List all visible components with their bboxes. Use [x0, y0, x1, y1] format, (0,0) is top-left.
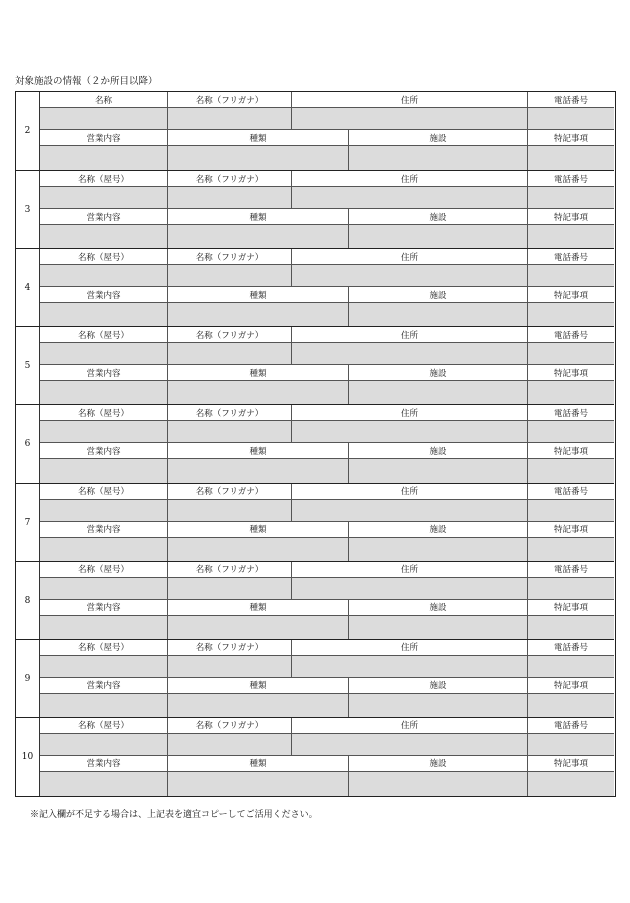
type-label: 種類 — [168, 443, 349, 459]
name-kana-input[interactable] — [168, 578, 292, 600]
name-label: 名称（屋号） — [40, 562, 168, 578]
phone-label: 電話番号 — [528, 562, 614, 578]
name-label: 名称（屋号） — [40, 327, 168, 343]
notes-input[interactable] — [528, 538, 614, 562]
name-kana-label: 名称（フリガナ） — [168, 249, 292, 265]
phone-input[interactable] — [528, 578, 614, 600]
name-kana-input[interactable] — [168, 421, 292, 443]
name-kana-label: 名称（フリガナ） — [168, 718, 292, 734]
notes-input[interactable] — [528, 459, 614, 483]
business-input[interactable] — [40, 459, 168, 483]
phone-label: 電話番号 — [528, 405, 614, 421]
facility-block — [16, 639, 614, 718]
type-label: 種類 — [168, 365, 349, 381]
facility-input[interactable] — [349, 538, 528, 562]
name-input[interactable] — [40, 265, 168, 287]
name-input[interactable] — [40, 421, 168, 443]
address-label: 住所 — [292, 718, 528, 734]
notes-input[interactable] — [528, 225, 614, 249]
name-kana-input[interactable] — [168, 656, 292, 678]
facility-block — [16, 170, 614, 249]
business-input[interactable] — [40, 146, 168, 170]
facility-label: 施設 — [349, 678, 528, 694]
address-input[interactable] — [292, 265, 528, 287]
notes-label: 特記事項 — [528, 443, 614, 459]
name-kana-label: 名称（フリガナ） — [168, 171, 292, 187]
business-label: 営業内容 — [40, 600, 168, 616]
name-label: 名称（屋号） — [40, 640, 168, 656]
facility-input[interactable] — [349, 459, 528, 483]
name-input[interactable] — [40, 108, 168, 130]
type-input[interactable] — [168, 146, 349, 170]
name-kana-input[interactable] — [168, 343, 292, 365]
type-input[interactable] — [168, 694, 349, 718]
name-kana-label: 名称（フリガナ） — [168, 405, 292, 421]
name-input[interactable] — [40, 656, 168, 678]
facility-input[interactable] — [349, 225, 528, 249]
name-kana-input[interactable] — [168, 500, 292, 522]
address-input[interactable] — [292, 421, 528, 443]
name-kana-input[interactable] — [168, 187, 292, 209]
address-input[interactable] — [292, 343, 528, 365]
facility-label: 施設 — [349, 130, 528, 146]
address-input[interactable] — [292, 500, 528, 522]
notes-input[interactable] — [528, 381, 614, 405]
type-input[interactable] — [168, 772, 349, 796]
name-kana-label: 名称（フリガナ） — [168, 562, 292, 578]
name-label: 名称（屋号） — [40, 249, 168, 265]
business-input[interactable] — [40, 694, 168, 718]
name-label: 名称（屋号） — [40, 171, 168, 187]
address-label: 住所 — [292, 171, 528, 187]
business-input[interactable] — [40, 772, 168, 796]
business-input[interactable] — [40, 616, 168, 640]
facility-number: 10 — [16, 718, 40, 796]
business-input[interactable] — [40, 225, 168, 249]
facility-input[interactable] — [349, 694, 528, 718]
notes-label: 特記事項 — [528, 522, 614, 538]
facility-number: 3 — [16, 171, 40, 249]
footnote: ※記入欄が不足する場合は、上記表を適宜コピーしてご活用ください。 — [30, 810, 318, 820]
type-input[interactable] — [168, 303, 349, 327]
phone-input[interactable] — [528, 343, 614, 365]
address-input[interactable] — [292, 734, 528, 756]
notes-label: 特記事項 — [528, 756, 614, 772]
name-input[interactable] — [40, 500, 168, 522]
form-title: 対象施設の情報（２か所目以降） — [15, 76, 158, 87]
facility-label: 施設 — [349, 365, 528, 381]
type-label: 種類 — [168, 130, 349, 146]
type-label: 種類 — [168, 522, 349, 538]
address-input[interactable] — [292, 187, 528, 209]
notes-label: 特記事項 — [528, 678, 614, 694]
notes-input[interactable] — [528, 772, 614, 796]
address-input[interactable] — [292, 578, 528, 600]
notes-label: 特記事項 — [528, 600, 614, 616]
facility-number: 6 — [16, 405, 40, 483]
facility-label: 施設 — [349, 756, 528, 772]
phone-input[interactable] — [528, 108, 614, 130]
type-input[interactable] — [168, 459, 349, 483]
name-kana-input[interactable] — [168, 265, 292, 287]
name-kana-label: 名称（フリガナ） — [168, 92, 292, 108]
notes-label: 特記事項 — [528, 287, 614, 303]
facility-block — [16, 561, 614, 640]
notes-input[interactable] — [528, 694, 614, 718]
phone-label: 電話番号 — [528, 92, 614, 108]
business-label: 営業内容 — [40, 209, 168, 225]
facility-label: 施設 — [349, 443, 528, 459]
name-input[interactable] — [40, 578, 168, 600]
facility-number: 4 — [16, 249, 40, 327]
name-label: 名称（屋号） — [40, 405, 168, 421]
facility-input[interactable] — [349, 772, 528, 796]
business-input[interactable] — [40, 538, 168, 562]
address-label: 住所 — [292, 405, 528, 421]
address-label: 住所 — [292, 484, 528, 500]
facility-input[interactable] — [349, 146, 528, 170]
notes-label: 特記事項 — [528, 365, 614, 381]
phone-input[interactable] — [528, 187, 614, 209]
notes-label: 特記事項 — [528, 209, 614, 225]
facility-block — [16, 483, 614, 562]
name-kana-label: 名称（フリガナ） — [168, 327, 292, 343]
facility-input[interactable] — [349, 616, 528, 640]
phone-input[interactable] — [528, 500, 614, 522]
type-label: 種類 — [168, 287, 349, 303]
phone-input[interactable] — [528, 656, 614, 678]
address-label: 住所 — [292, 92, 528, 108]
name-kana-input[interactable] — [168, 108, 292, 130]
name-kana-label: 名称（フリガナ） — [168, 640, 292, 656]
notes-input[interactable] — [528, 303, 614, 327]
facility-table — [15, 91, 616, 797]
address-label: 住所 — [292, 640, 528, 656]
name-input[interactable] — [40, 343, 168, 365]
address-label: 住所 — [292, 562, 528, 578]
phone-label: 電話番号 — [528, 327, 614, 343]
facility-number: 5 — [16, 327, 40, 405]
name-kana-input[interactable] — [168, 734, 292, 756]
facility-input[interactable] — [349, 381, 528, 405]
type-input[interactable] — [168, 225, 349, 249]
name-input[interactable] — [40, 734, 168, 756]
facility-number: 9 — [16, 640, 40, 718]
name-label: 名称 — [40, 92, 168, 108]
name-kana-label: 名称（フリガナ） — [168, 484, 292, 500]
phone-label: 電話番号 — [528, 171, 614, 187]
notes-input[interactable] — [528, 146, 614, 170]
facility-block — [16, 248, 614, 327]
facility-number: 2 — [16, 92, 40, 170]
phone-input[interactable] — [528, 734, 614, 756]
phone-label: 電話番号 — [528, 249, 614, 265]
business-label: 営業内容 — [40, 678, 168, 694]
phone-label: 電話番号 — [528, 718, 614, 734]
address-label: 住所 — [292, 327, 528, 343]
facility-label: 施設 — [349, 287, 528, 303]
business-label: 営業内容 — [40, 130, 168, 146]
business-label: 営業内容 — [40, 522, 168, 538]
phone-label: 電話番号 — [528, 640, 614, 656]
type-label: 種類 — [168, 600, 349, 616]
address-input[interactable] — [292, 108, 528, 130]
facility-block — [16, 717, 614, 796]
name-label: 名称（屋号） — [40, 484, 168, 500]
notes-input[interactable] — [528, 616, 614, 640]
type-input[interactable] — [168, 381, 349, 405]
type-label: 種類 — [168, 209, 349, 225]
facility-label: 施設 — [349, 600, 528, 616]
business-input[interactable] — [40, 381, 168, 405]
name-input[interactable] — [40, 187, 168, 209]
phone-label: 電話番号 — [528, 484, 614, 500]
type-input[interactable] — [168, 538, 349, 562]
facility-label: 施設 — [349, 522, 528, 538]
address-label: 住所 — [292, 249, 528, 265]
facility-block — [16, 404, 614, 483]
type-label: 種類 — [168, 678, 349, 694]
type-label: 種類 — [168, 756, 349, 772]
phone-input[interactable] — [528, 265, 614, 287]
facility-block — [16, 92, 614, 170]
facility-block — [16, 326, 614, 405]
notes-label: 特記事項 — [528, 130, 614, 146]
phone-input[interactable] — [528, 421, 614, 443]
business-label: 営業内容 — [40, 443, 168, 459]
name-label: 名称（屋号） — [40, 718, 168, 734]
type-input[interactable] — [168, 616, 349, 640]
business-label: 営業内容 — [40, 287, 168, 303]
business-input[interactable] — [40, 303, 168, 327]
business-label: 営業内容 — [40, 756, 168, 772]
facility-number: 7 — [16, 484, 40, 562]
facility-label: 施設 — [349, 209, 528, 225]
business-label: 営業内容 — [40, 365, 168, 381]
address-input[interactable] — [292, 656, 528, 678]
facility-number: 8 — [16, 562, 40, 640]
facility-input[interactable] — [349, 303, 528, 327]
